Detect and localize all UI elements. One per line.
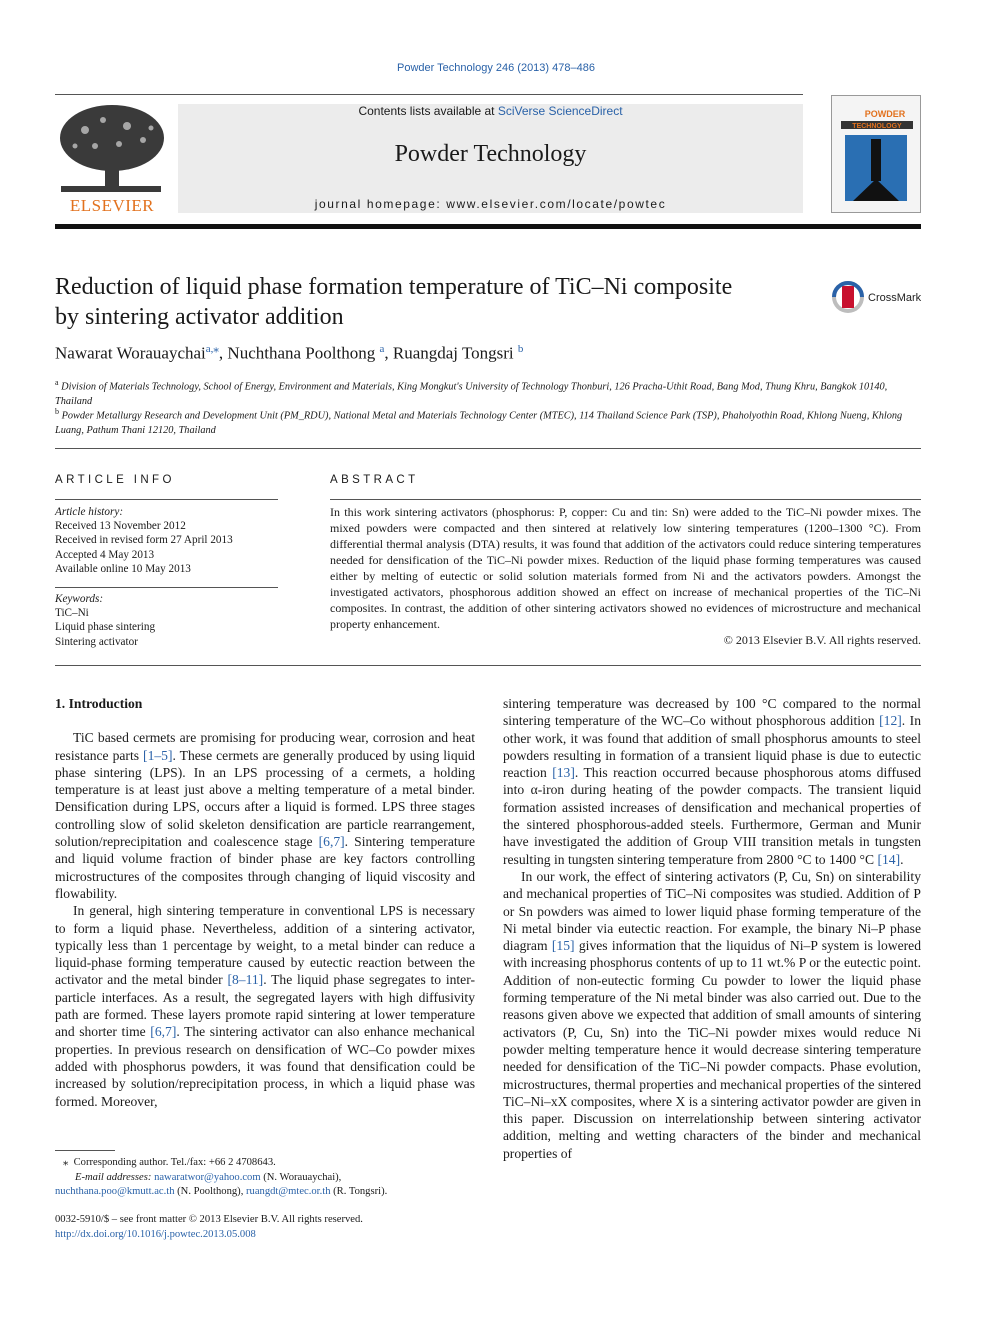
body-paragraph: In general, high sintering temperature in conventional LPS is necessary to form a liquid phase. Nevertheless, addition of a sintering activator, typically less than 1 percentage by weight, to a metal binder can reduce a liquid-phase forming temperature caused by eutectic reaction between the activator and the metal binder [8–11]. The liquid phase segregates to inter-particle interfaces. As a result, the segregated layers with high diffusivity path are formed. These layers promote rapid sintering at lower temperature and shorter time [6,7]. The sintering activator can also enhance mechanical properties. In previous research on densification of WC–Co powder mixes added with phosphorus powders, it was found that densification could be increased by solution/reprecipitation process, in which a liquid phase was formed. Moreover, [55, 903, 476, 1109]
body-paragraph: TiC based cermets are promising for producing wear, corrosion and heat resistance parts [1–5]. These cermets are generally produced by using liquid phase sintering (LPS). In an LPS processing of a cermets, a holding temperature is at least just above a melting temperature of a metal binder. Densification during LPS, occurs after a liquid is formed. LPS three stages controlling slow of solid skeleton densification are particle rearrangement, solution/reprecipitation and coalescence stage [6,7]. Sintering temperature and liquid volume fraction of binder phase are key factors controlling microstructures of the composites through changing of liquid viscosity and flowability. [55, 730, 475, 901]
article-history [55, 505, 278, 576]
article-info-rule [55, 499, 278, 500]
body-left-column [55, 695, 475, 1110]
article-title-line2: by sintering activator addition [55, 304, 344, 330]
cover-title-2: TECHNOLOGY [852, 123, 902, 130]
cover-title-1: POWDER [864, 109, 906, 119]
header-top-rule [55, 94, 803, 95]
body-right-column [503, 695, 921, 1162]
author-name[interactable]: Nuchthana Poolthong [227, 343, 376, 363]
section-heading: 1. Introduction [55, 696, 143, 711]
affiliation-text: Powder Metallurgy Research and Development Unit (PM_RDU), National Metal and Materials Technology Center (MTEC), 114 Thailand Science Park (TSP), Phaholyothin Road, Khlong Nueng, Khlong Luang, Pathum Thani 12120, Thailand [55, 410, 903, 436]
homepage-prefix: journal homepage: [314, 197, 447, 211]
journal-citation[interactable]: Powder Technology 246 (2013) 478–486 [397, 62, 595, 74]
abstract-text: In this work sintering activators (phosphorus: P, copper: Cu and tin: Sn) were added to the TiC–Ni powder mixes. The mixed powders were compacted and then sintered at relatively low sintering temperatures (1200–1300 °C). From differential thermal analysis (DTA) results, it was found that addition of the activators could reduce sintering temperatures needed for densification of the TiC–Ni powder mixes. Reduction of the liquid phase forming temperatures was caused either by melting of eutectic or solid solution materials formed from Ni and the activators powders. Amongst the investigated activators, phosphorous addition showed an effect on increase of mechanical properties of the TiC–Ni composites. In contrast, the addition of other sintering activators showed no evidences of microstructure and mechanical property enhancement. [330, 505, 921, 631]
author-name[interactable]: Nawarat Worauaychai [55, 343, 206, 363]
reference-link[interactable]: [15] [551, 938, 575, 954]
author-affil-mark[interactable]: b [517, 343, 524, 355]
reference-link[interactable]: [6,7] [318, 834, 345, 850]
author-list: Nawarat Worauaychai$^{a,⁎}$, Nuchthana Poolthong $^a$, Ruangdaj Tongsri $^b$ [55, 343, 524, 363]
affiliation-mark: b [55, 407, 59, 416]
journal-cover [831, 95, 921, 213]
keywords-label: Keywords: [55, 593, 104, 605]
article-title-line1: Reduction of liquid phase formation temperature of TiC–Ni composite [55, 274, 733, 300]
header-thick-rule [55, 224, 921, 229]
elsevier-logo [55, 100, 170, 215]
history-item: Received in revised form 27 April 2013 [55, 534, 233, 547]
keywords-rule [55, 587, 278, 588]
keyword-item: Liquid phase sintering [55, 621, 156, 634]
keywords [55, 592, 278, 649]
author-name[interactable]: Ruangdaj Tongsri [392, 343, 514, 363]
abstract-heading: ABSTRACT [330, 474, 419, 486]
affiliation-b [55, 405, 921, 438]
reference-link[interactable]: [8–11] [227, 972, 264, 988]
history-item: Accepted 4 May 2013 [55, 548, 155, 561]
body-paragraph: In our work, the effect of sintering activators (P, Cu, Sn) on sinterability and mechanical properties of TiC–Ni composites was studied. Addition of P or Sn powders was aimed to lower liquid phase forming temperature of the Ni metal binder via eutectic reaction. For example, the binary Ni–P phase diagram [15] gives information that the liquidus of Ni–P system is lowered with increasing phosphorus contents of up to 11 wt.% P or the eutectic point. Addition of non-eutectic forming Cu powder to lower the liquid phase forming temperature of the Ni metal binder was also carried out. Due to the reasons given above we expected that addition of small amounts of sintering activators (P, Cu, Sn) into the TiC–Ni powder mixes would reduce Ni powder melting temperature hence it would decrease sintering temperature needed for densification of the TiC–Ni powder compacts. Phase evolution, microstructures, thermal properties and mechanical properties of the sintered TiC–Ni–xX composites, where X is a sintering activator powder are given in this paper. Discussion on interrelationship between sintering activator addition, melting and wetting characters of the binder and mechanical properties of [503, 868, 922, 1161]
affiliation-rule [55, 448, 921, 449]
affiliation-mark: a [55, 378, 59, 387]
email-link[interactable]: nuchthana.poo@kmutt.ac.th [55, 1186, 175, 1197]
footnote-issn [55, 1213, 475, 1242]
reference-link[interactable]: [12] [879, 713, 902, 729]
journal-title: Powder Technology [394, 141, 587, 167]
contents-prefix: Contents lists available at [358, 104, 498, 118]
history-item: Available online 10 May 2013 [55, 562, 191, 575]
affiliation-text: Division of Materials Technology, School of Energy, Environment and Materials, King Mongkut's University of Technology Thonburi, 126 Pracha-Uthit Road, Bang Mod, Thung Khru, Bangkok 10140, Thailand [55, 381, 888, 407]
journal-homepage [178, 197, 803, 211]
reference-link[interactable]: [13] [552, 765, 575, 781]
reference-link[interactable]: [1–5] [143, 747, 173, 763]
sciencedirect-link[interactable]: SciVerse ScienceDirect [497, 104, 623, 118]
footnote-star: ⁎ [63, 1157, 69, 1168]
crossmark-label: CrossMark [868, 292, 922, 304]
history-label: Article history: [55, 506, 124, 518]
history-item: Received 13 November 2012 [55, 520, 186, 533]
author-affil-mark[interactable]: a [379, 343, 385, 355]
issn-line: 0032-5910/$ – see front matter © 2013 Elsevier B.V. All rights reserved. [55, 1214, 363, 1225]
keyword-item: Sintering activator [55, 635, 138, 648]
reference-link[interactable]: [6,7] [150, 1024, 177, 1040]
email-label: E-mail addresses: [75, 1171, 152, 1183]
article-title [55, 272, 815, 332]
footnote-rule [55, 1150, 115, 1151]
elsevier-wordmark: ELSEVIER [69, 196, 155, 215]
author-affil-mark[interactable]: a,⁎ [205, 343, 219, 355]
abstract-bottom-rule [55, 665, 921, 666]
crossmark-badge[interactable] [830, 279, 930, 315]
article-info-heading: ARTICLE INFO [55, 474, 175, 486]
footnote-corresponding: ⁎ Corresponding author. Tel./fax: +66 2 4708643. E-mail addresses: nawaratwor@yahoo.com (N. Worauaychai), nuchthana.poo@kmutt.ac.th (N. Poolthong), ruangdt@mtec.or.th (R. Tongsri). [55, 1157, 388, 1197]
email-link[interactable]: nawaratwor@yahoo.com [154, 1171, 261, 1183]
doi-link[interactable]: http://dx.doi.org/10.1016/j.powtec.2013.05.008 [55, 1228, 256, 1240]
corresponding-author: Corresponding author. Tel./fax: +66 2 4708643. [73, 1157, 276, 1168]
body-paragraph: sintering temperature was decreased by 100 °C compared to the normal sintering temperature of the WC–Co without phosphorous addition [12]. In other work, it was found that addition of small phosphorus amounts to steel powders resulting in formation of a transient liquid phase is due to eutectic reaction [13]. This reaction occurred because phosphorous atoms diffused into α-iron during heating of the powder compacts. The transient liquid formation assisted increases of densification and mechanical properties of the sintered phosphorous-added steels. Furthermore, German and Munir have investigated the addition of Group VIII transition metals in tungsten resulting in tungsten sintering temperature from 2800 °C to 1400 °C [14]. [503, 696, 921, 867]
reference-link[interactable]: [14] [877, 851, 901, 867]
keyword-item: TiC–Ni [55, 607, 89, 620]
contents-line [178, 104, 803, 118]
abstract-rule [330, 499, 921, 500]
homepage-url[interactable]: www.elsevier.com/locate/powtec [446, 197, 667, 211]
elsevier-tree-icon [55, 100, 170, 215]
email-link[interactable]: ruangdt@mtec.or.th [246, 1186, 331, 1197]
abstract-copyright: © 2013 Elsevier B.V. All rights reserved. [723, 633, 921, 647]
